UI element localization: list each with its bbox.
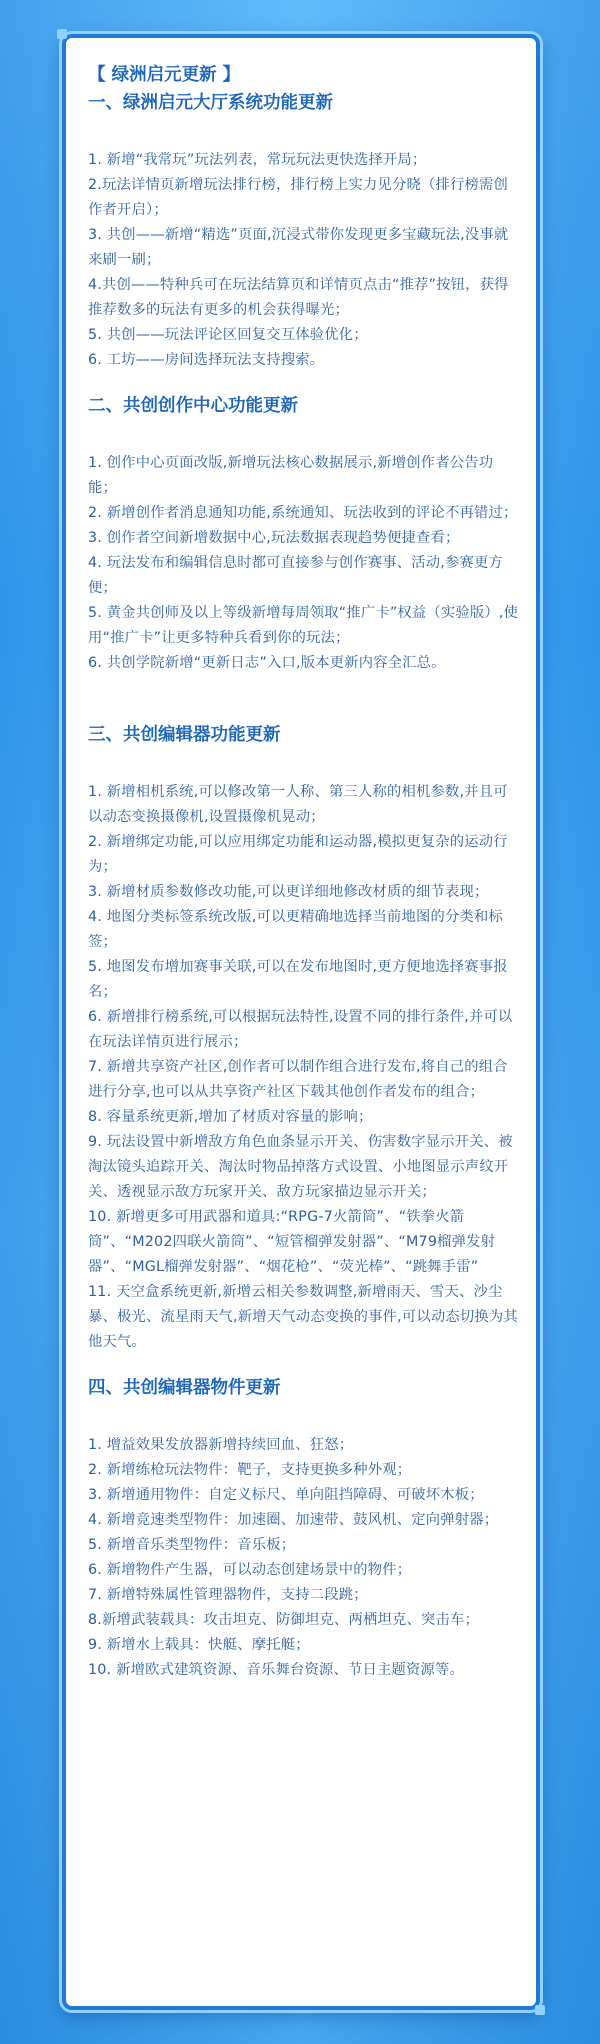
- list-item: 3. 新增通用物件：自定义标尺、单向阻挡障碍、可破坏木板；: [88, 1487, 484, 1503]
- list-item: 6. 新增排行榜系统,可以根据玩法特性,设置不同的排行条件,并可以在玩法详情页进行展示；: [88, 1009, 513, 1050]
- list-item: 8. 容量系统更新,增加了材质对容量的影响；: [88, 1109, 373, 1125]
- list-item: 6. 工坊——房间选择玩法支持搜索。: [88, 352, 325, 368]
- section-title-editor: 三、共创编辑器功能更新: [88, 725, 281, 745]
- list-item: 3. 新增材质参数修改功能,可以更详细地修改材质的细节表现；: [88, 884, 489, 900]
- announcement-card: [62, 34, 540, 2010]
- list-item: 4. 新增竞速类型物件：加速圈、加速带、鼓风机、定向弹射器；: [88, 1512, 499, 1528]
- announcement-content: [88, 62, 522, 1683]
- section-title-editor-objects: 四、共创编辑器物件更新: [88, 1378, 281, 1398]
- list-item: 6. 新增物件产生器，可以动态创建场景中的物件；: [88, 1562, 412, 1578]
- list-item: 4.共创——特种兵可在玩法结算页和详情页点击“推荐”按钮，获得推荐数多的玩法有更多的机会获得曝光；: [88, 277, 509, 318]
- list-item: 1. 增益效果发放器新增持续回血、狂怒；: [88, 1437, 354, 1453]
- list-item: 4. 玩法发布和编辑信息时都可直接参与创作赛事、活动,参赛更方便；: [88, 555, 503, 596]
- list-item: 2. 新增创作者消息通知功能,系统通知、玩法收到的评论不再错过；: [88, 505, 518, 521]
- list-item: 1. 新增“我常玩”玩法列表，常玩玩法更快选择开局；: [88, 152, 427, 168]
- list-item: 8.新增武装载具：攻击坦克、防御坦克、两栖坦克、突击车；: [88, 1612, 479, 1628]
- list-item: 9. 玩法设置中新增敌方角色血条显示开关、伤害数字显示开关、被淘汰镜头追踪开关、淘汰时物品掉落方式设置、小地图显示声纹开关、透视显示敌方玩家开关、敌方玩家描边显示开关；: [88, 1134, 513, 1200]
- list-item: 7. 新增共享资产社区,创作者可以制作组合进行发布,将自己的组合进行分享,也可以从共享资产社区下载其他创作者发布的组合；: [88, 1059, 508, 1100]
- section-list-creator-center: [88, 451, 522, 676]
- list-item: 5. 共创——玩法评论区回复交互体验优化；: [88, 327, 368, 343]
- list-item: 2. 新增练枪玩法物件：靶子，支持更换多种外观；: [88, 1462, 412, 1478]
- list-item: 10. 新增更多可用武器和道具:“RPG-7火箭筒”、“铁拳火箭筒”、“M202四联火箭筒”、“短管榴弹发射器”、“M79榴弹发射器”、“MGL榴弹发射器”、“烟花枪”、“荧光棒”、“跳舞手雷”: [88, 1209, 496, 1275]
- list-item: 4. 地图分类标签系统改版,可以更精确地选择当前地图的分类和标签；: [88, 909, 503, 950]
- list-item: 5. 新增音乐类型物件：音乐板；: [88, 1537, 296, 1553]
- list-item: 5. 黄金共创师及以上等级新增每周领取“推广卡”权益（实验版）,使用“推广卡”让更多特种兵看到你的玩法；: [88, 605, 519, 646]
- list-item: 10. 新增欧式建筑资源、音乐舞台资源、节日主题资源等。: [88, 1662, 465, 1678]
- list-item: 1. 创作中心页面改版,新增玩法核心数据展示,新增创作者公告功能；: [88, 455, 494, 496]
- list-item: 6. 共创学院新增“更新日志”入口,版本更新内容全汇总。: [88, 655, 446, 671]
- list-item: 1. 新增相机系统,可以修改第一人称、第三人称的相机参数,并且可以动态变换摄像机,设置摄像机晃动；: [88, 784, 508, 825]
- list-item: 11. 天空盒系统更新,新增云相关参数调整,新增雨天、雪天、沙尘暴、极光、流星雨天气,新增天气动态变换的事件,可以动态切换为其他天气。: [88, 1284, 518, 1350]
- section-list-editor-objects: [88, 1433, 522, 1683]
- section-title-lobby: 一、绿洲启元大厅系统功能更新: [88, 93, 333, 113]
- list-item: 3. 共创——新增“精选”页面,沉浸式带你发现更多宝藏玩法,没事就来刷一刷；: [88, 227, 509, 268]
- list-item: 7. 新增特殊属性管理器物件，支持二段跳；: [88, 1587, 368, 1603]
- list-item: 9. 新增水上载具：快艇、摩托艇；: [88, 1637, 310, 1653]
- section-list-lobby: [88, 148, 522, 373]
- list-item: 2.玩法详情页新增玩法排行榜，排行榜上实力见分晓（排行榜需创作者开启）；: [88, 177, 508, 218]
- page-title: 【 绿洲启元更新 】: [88, 65, 241, 85]
- section-list-editor: [88, 780, 522, 1355]
- list-item: 5. 地图发布增加赛事关联,可以在发布地图时,更方便地选择赛事报名；: [88, 959, 508, 1000]
- list-item: 3. 创作者空间新增数据中心,玩法数据表现趋势便捷查看；: [88, 530, 460, 546]
- list-item: 2. 新增绑定功能,可以应用绑定功能和运动器,模拟更复杂的运动行为；: [88, 834, 508, 875]
- section-title-creator-center: 二、共创创作中心功能更新: [88, 396, 298, 416]
